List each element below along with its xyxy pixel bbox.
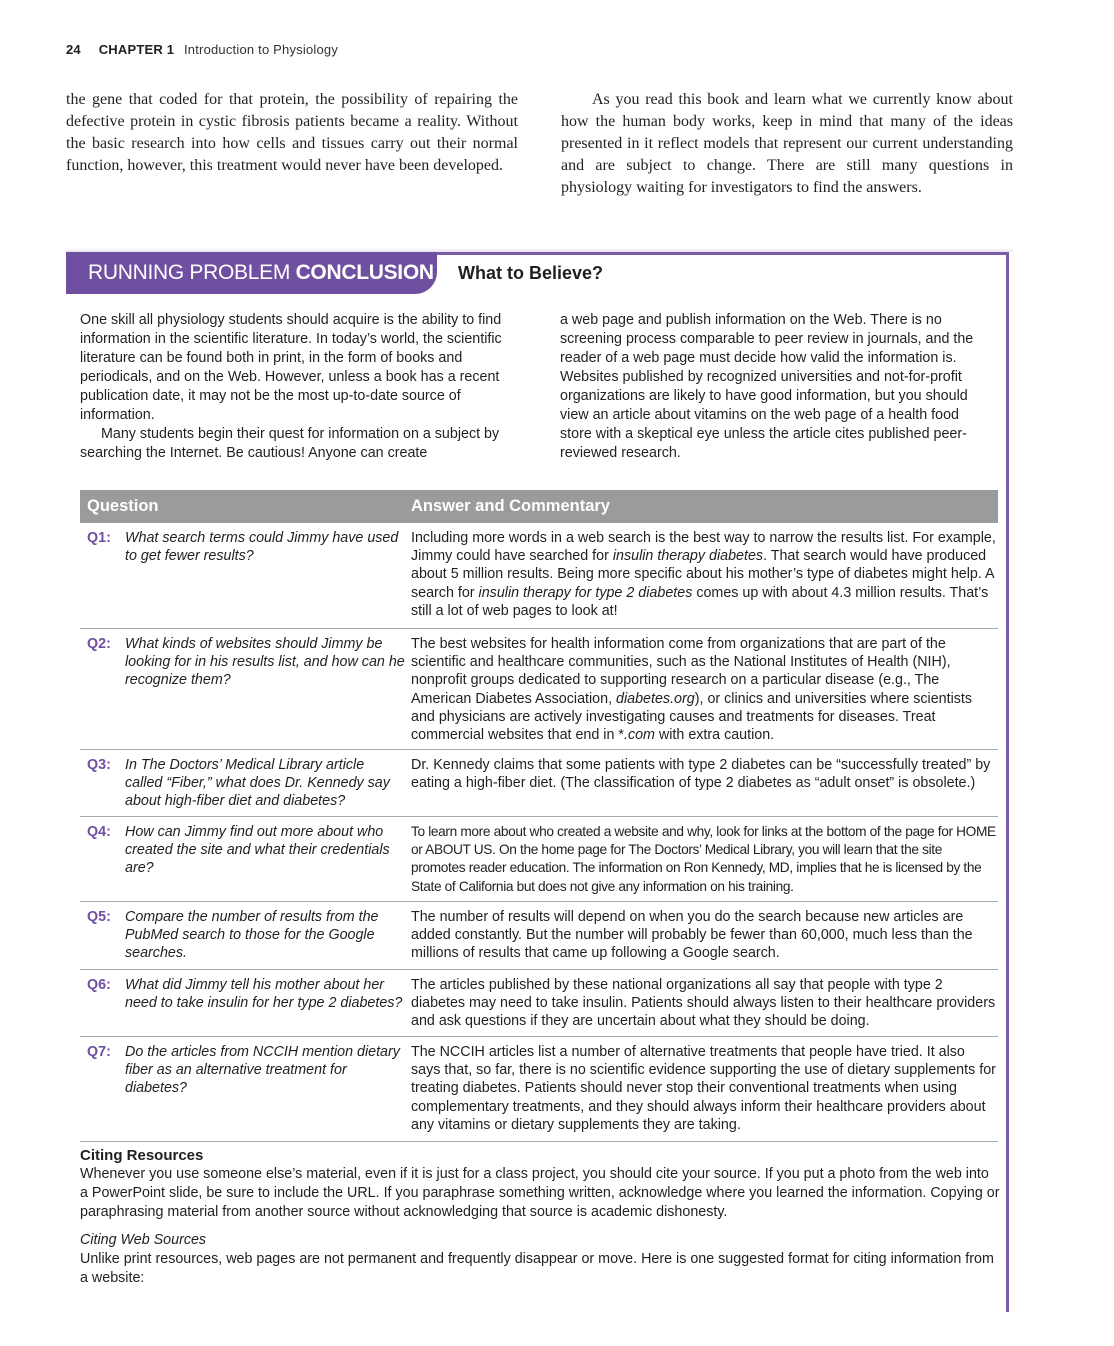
answer-text: The articles published by these national organizations all say that people with type 2 diabetes may need to take insulin. Patients should always listen to their healthcare providers and ask questions if they are uncertain about what they should be doing. <box>411 977 996 1030</box>
question-text: How can Jimmy find out more about who created the site and what their credentials are? <box>125 824 390 877</box>
answer-text: To learn more about who created a website and why, look for links at the bottom of the page for HOME or ABOUT US. On the home page for The Doctors’ Medical Library, you will learn that the site promotes reader education. The information on Ron Kennedy, MD, implies that he is licensed by the State of California but does not give any information on his training. <box>411 824 996 894</box>
running-head <box>66 42 338 57</box>
citing-body: Whenever you use someone else’s material, even if it is just for a class project, you should cite your source. If you put a photo from the web into a PowerPoint slide, be sure to include the URL. If you paraphrase something written, acknowledge where you learned the information. Copying or paraphrasing material from another source without acknowledging that source is academic dishonesty. <box>80 1166 1000 1220</box>
question-number: Q6: <box>87 977 111 993</box>
question-number: Q3: <box>87 757 111 773</box>
page-number: 24 <box>66 42 81 57</box>
intro-right-column <box>560 311 988 463</box>
intro-paragraph-2: Many students begin their quest for information on a subject by searching the Internet. Be cautious! Anyone can create <box>80 426 500 461</box>
citing-heading: Citing Resources <box>80 1147 204 1164</box>
question-column-header: Question <box>87 497 159 515</box>
tab-light-text: RUNNING PROBLEM <box>88 261 296 284</box>
question-number: Q5: <box>87 909 111 925</box>
citing-web-body: Unlike print resources, web pages are not permanent and frequently disappear or move. Here is one suggested format for citing information from a website: <box>80 1251 994 1286</box>
table-row <box>80 629 998 750</box>
table-row <box>80 970 998 1037</box>
table-row <box>80 902 998 970</box>
question-number: Q1: <box>87 530 111 546</box>
question-text: What kinds of websites should Jimmy be looking for in his results list, and how can he recognize them? <box>125 636 405 689</box>
question-text: Do the articles from NCCIH mention dietary fiber as an alternative treatment for diabetes? <box>125 1044 400 1097</box>
top-right-paragraph: As you read this book and learn what we currently know about how the human body works, keep in mind that many of the ideas presented in it reflect models that represent our current understanding and are subject to change. There are still many questions in physiology waiting for investigators to find the answers. <box>561 91 1013 196</box>
question-text: What did Jimmy tell his mother about her need to take insulin for her type 2 diabetes? <box>125 977 403 1012</box>
top-left-column <box>66 89 518 177</box>
answer-text: The NCCIH articles list a number of alternative treatments that people have tried. It also says that, so far, there is no scientific evidence supporting the use of dietary supplements for treating diabetes. Patients should never stop their conventional treatments when using complementary treatments, and they should always inform their healthcare providers about any vitamins or dietary supplements they are taking. <box>411 1044 996 1133</box>
table-row <box>80 1037 998 1142</box>
question-text: What search terms could Jimmy have used to get fewer results? <box>125 530 399 565</box>
qa-table-header <box>80 490 998 523</box>
answer-text: The number of results will depend on when you do the search because new articles are added constantly. But the number will probably be fewer than 60,000, much less than the millions of results that came up following a Google search. <box>411 909 973 962</box>
question-text: In The Doctors’ Medical Library article called “Fiber,” what does Dr. Kennedy say about high-fiber diet and diabetes? <box>125 757 390 810</box>
answer-column-header: Answer and Commentary <box>411 497 610 515</box>
table-row <box>80 523 998 629</box>
citing-web-subheading: Citing Web Sources <box>80 1232 207 1248</box>
chapter-label: CHAPTER 1 <box>98 42 175 57</box>
box-title: What to Believe? <box>458 263 604 283</box>
question-text: Compare the number of results from the PubMed search to those for the Google searches. <box>125 909 379 962</box>
qa-table <box>80 490 998 1142</box>
chapter-title: Introduction to Physiology <box>183 42 339 57</box>
intro-paragraph-3: a web page and publish information on the Web. There is no screening process comparable to peer review in journals, and the reader of a web page must decide how valid the information is. Websites published by recognized universities and not-for-profit organizations are likely to have good information, but you should view an article about vitamins on the web page of a health food store with a skeptical eye unless the article cites published peer-reviewed research. <box>560 312 974 461</box>
intro-left-column <box>80 311 508 463</box>
top-left-paragraph: the gene that coded for that protein, the possibility of repairing the defective protein in cystic fibrosis patients became a reality. Without the basic research into how cells and tissues carry out their normal function, however, this treatment would never have been developed. <box>66 91 518 174</box>
top-right-column <box>561 89 1013 199</box>
citing-resources-section <box>80 1146 1000 1288</box>
question-number: Q4: <box>87 824 111 840</box>
tab-bold-text: CONCLUSION <box>295 261 434 284</box>
table-row <box>80 817 998 902</box>
running-problem-tab <box>66 252 437 294</box>
running-problem-box <box>66 252 1009 1312</box>
answer-text: Including more words in a web search is the best way to narrow the results list. For example, Jimmy could have searched for insulin therapy diabetes. That search would have produced about 5 million results. Being more specific about his mother’s type of diabetes might help. A search for insulin therapy for type 2 diabetes comes up with about 4.3 million results. That’s still a lot of web pages to look at! <box>411 530 996 619</box>
intro-paragraph-1: One skill all physiology students should acquire is the ability to find information in the scientific literature. In today’s world, the scientific literature can be found both in print, in the form of books and periodicals, and on the Web. However, unless a book has a recent publication date, it may not be the most up-to-date source of information. <box>80 312 502 423</box>
question-number: Q7: <box>87 1044 111 1060</box>
answer-text: The best websites for health information come from organizations that are part of the scientific and healthcare communities, such as the National Institutes of Health (NIH), nonprofit groups dedicated to supporting research on a particular disease (e.g., The American Diabetes Association, diabetes.org), or clinics and universities where scientists and physicians are actively investigating causes and treatments for diseases. Treat commercial websites that end in *.com with extra caution. <box>411 636 973 744</box>
table-row <box>80 750 998 817</box>
answer-text: Dr. Kennedy claims that some patients with type 2 diabetes can be “successfully treated” by eating a high-fiber diet. (The classification of type 2 diabetes as “adult onset” is obsolete.) <box>411 757 991 792</box>
question-number: Q2: <box>87 636 111 652</box>
